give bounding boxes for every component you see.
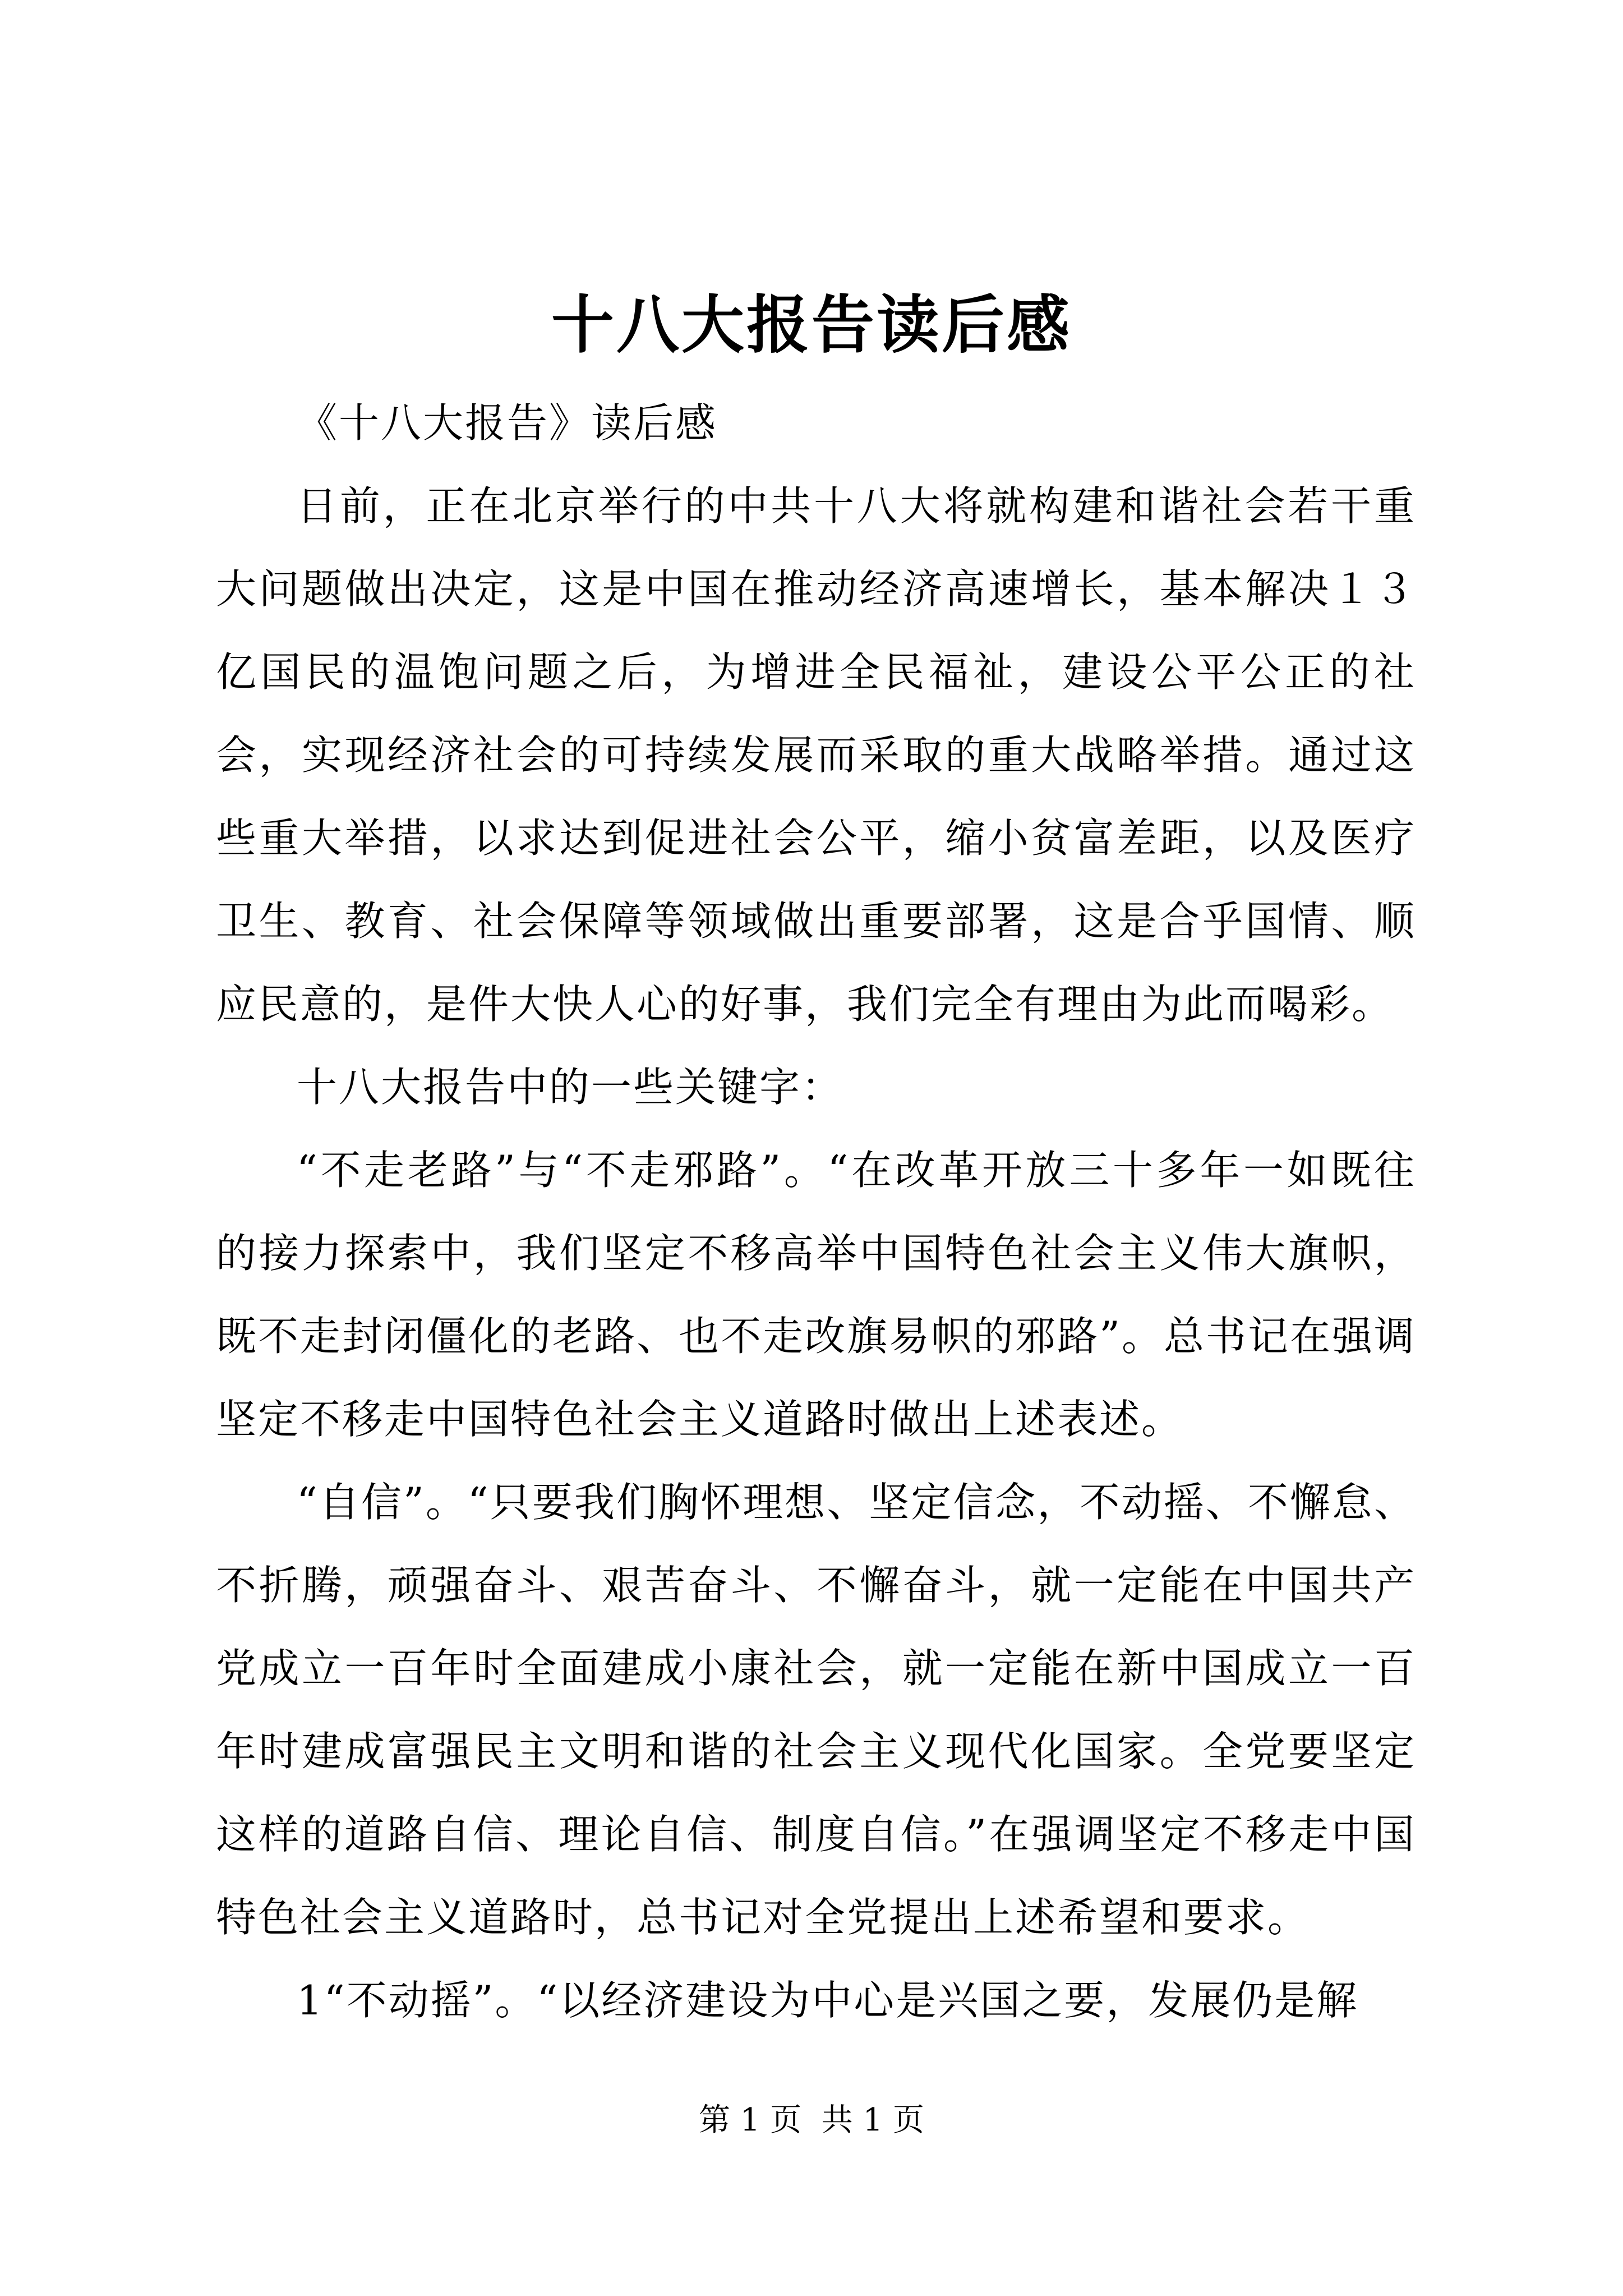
- body-paragraph: 日前，正在北京举行的中共十八大将就构建和谐社会若干重大问题做出决定，这是中国在推动经济高速增长，基本解决１３亿国民的温饱问题之后，为增进全民福祉，建设公平公正的社会，实现经济社会的可持续发展而采取的重大战略举措。通过这些重大举措，以求达到促进社会公平，缩小贫富差距，以及医疗卫生、教育、社会保障等领域做出重要部署，这是合乎国情、顺应民意的，是件大快人心的好事，我们完全有理由为此而喝彩。: [216, 482, 1416, 1028]
- body-paragraph: 十八大报告中的一些关键字：: [297, 1064, 844, 1111]
- document-body: [216, 381, 1416, 2042]
- document-title: 十八大报告读后感: [551, 288, 1072, 362]
- body-paragraph: 1“不动摇”。“以经济建设为中心是兴国之要，发展仍是解: [297, 1977, 1359, 2024]
- page-number-label: 第 1 页 共 1 页: [698, 2102, 925, 2138]
- body-paragraph: “自信”。“只要我们胸怀理想、坚定信念，不动摇、不懈怠、不折腾，顽强奋斗、艰苦奋斗、不懈奋斗，就一定能在中国共产党成立一百年时全面建成小康社会，就一定能在新中国成立一百年时建成富强民主文明和谐的社会主义现代化国家。全党要坚定这样的道路自信、理论自信、制度自信。”在强调坚定不移走中国特色社会主义道路时，总书记对全党提出上述希望和要求。: [216, 1479, 1416, 1941]
- subtitle-paragraph: 《十八大报告》读后感: [297, 399, 718, 447]
- page-footer: [0, 2101, 1623, 2140]
- body-paragraph: “不走老路”与“不走邪路”。“在改革开放三十多年一如既往的接力探索中，我们坚定不移高举中国特色社会主义伟大旗帜，既不走封闭僵化的老路、也不走改旗易帜的邪路”。总书记在强调坚定不移走中国特色社会主义道路时做出上述表述。: [216, 1147, 1416, 1443]
